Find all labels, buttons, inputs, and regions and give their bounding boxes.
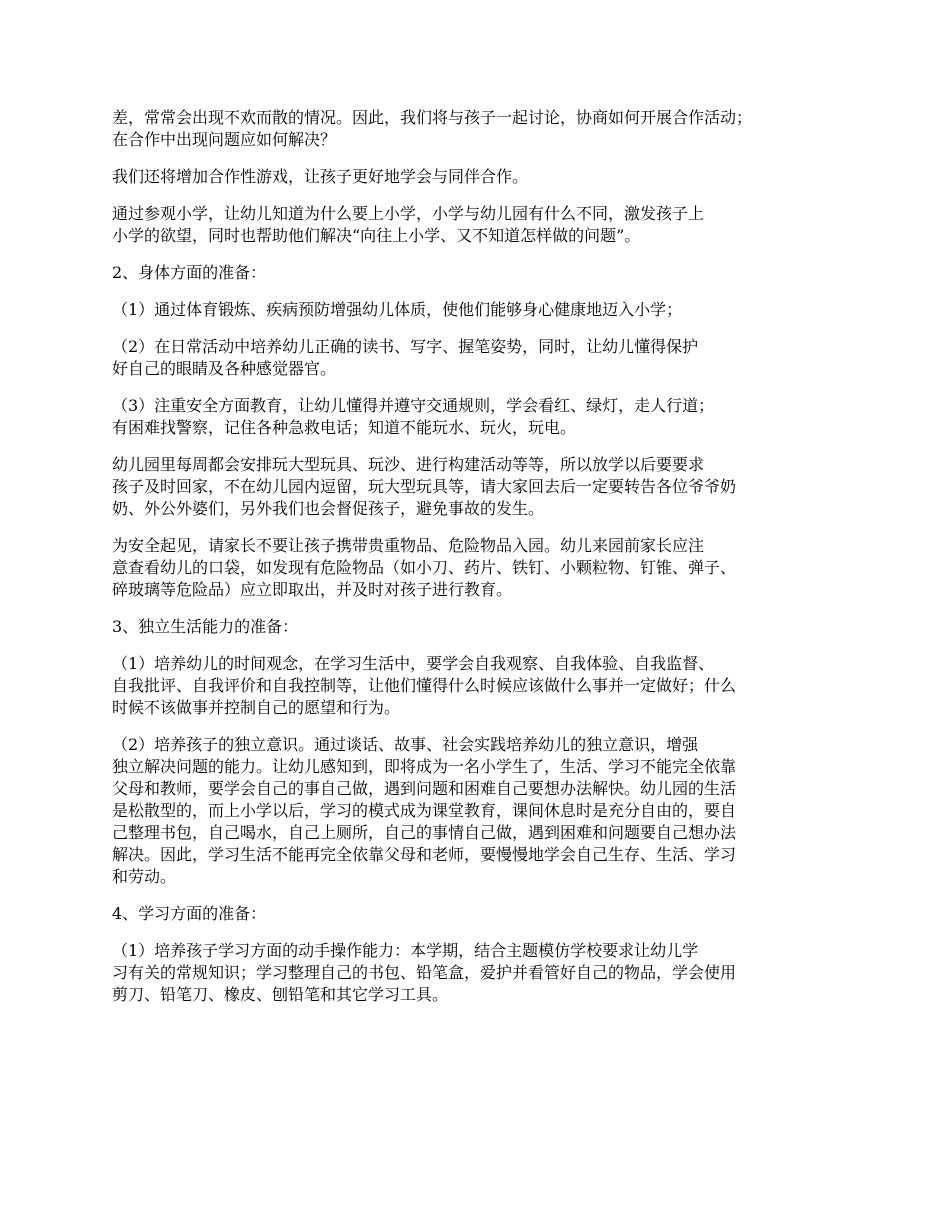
text-line: 自我批评、自我评价和自我控制等，让他们懂得什么时候应该做什么事并一定做好；什么 (112, 676, 737, 695)
text-line: 3、独立生活能力的准备： (112, 617, 299, 636)
text-line: 孩子及时回家，不在幼儿园内逗留，玩大型玩具等，请大家回去后一定要转告各位爷爷奶 (112, 477, 737, 496)
paragraph (112, 336, 842, 380)
paragraph (112, 535, 842, 601)
text-line: 有困难找警察，记住各种急救电话；知道不能玩水、玩火，玩电。 (112, 418, 577, 437)
paragraph (112, 616, 842, 638)
text-line: 我们还将增加合作性游戏，让孩子更好地学会与同伴合作。 (112, 167, 529, 186)
paragraph (112, 940, 842, 1006)
text-line: 在合作中出现问题应如何解决？ (112, 130, 337, 149)
text-line: 碎玻璃等危险品）应立即取出，并及时对孩子进行教育。 (112, 580, 513, 599)
text-line: 意查看幼儿的口袋，如发现有危险物品（如小刀、药片、铁钉、小颗粒物、钉锥、弹子、 (112, 558, 737, 577)
text-line: （1）培养孩子学习方面的动手操作能力：本学期，结合主题模仿学校要求让幼儿学 (112, 941, 699, 960)
text-line: 剪刀、铅笔刀、橡皮、刨铅笔和其它学习工具。 (112, 985, 449, 1004)
text-line: 通过参观小学，让幼儿知道为什么要上小学，小学与幼儿园有什么不同，激发孩子上 (112, 204, 705, 223)
text-line: 好自己的眼睛及各种感觉器官。 (112, 359, 337, 378)
text-line: （3）注重安全方面教育，让幼儿懂得并遵守交通规则，学会看红、绿灯，走人行道； (112, 396, 715, 415)
paragraph (112, 653, 842, 719)
paragraph (112, 262, 842, 284)
text-line: 习有关的常规知识；学习整理自己的书包、铅笔盒，爱护并看管好自己的物品，学会使用 (112, 963, 737, 982)
text-line: 父母和教师，要学会自己的事自己做，遇到问题和困难自己要想办法解快。幼儿园的生活 (112, 779, 737, 798)
text-line: 和劳动。 (112, 867, 177, 886)
paragraph (112, 454, 842, 520)
paragraph (112, 734, 842, 888)
text-line: 己整理书包，自己喝水，自己上厕所，自己的事情自己做，遇到困难和问题要自己想办法 (112, 823, 737, 842)
paragraph (112, 903, 842, 925)
text-line: （1）通过体育锻炼、疾病预防增强幼儿体质，使他们能够身心健康地迈入小学； (112, 300, 683, 319)
text-line: 独立解决问题的能力。让幼儿感知到，即将成为一名小学生了，生活、学习不能完全依靠 (112, 757, 737, 776)
text-line: 2、身体方面的准备： (112, 263, 267, 282)
text-line: 4、学习方面的准备： (112, 904, 267, 923)
paragraph (112, 107, 842, 151)
paragraph (112, 395, 842, 439)
paragraph (112, 299, 842, 321)
text-line: 奶、外公外婆们，另外我们也会督促孩子，避免事故的发生。 (112, 499, 545, 518)
paragraph (112, 203, 842, 247)
text-line: 为安全起见，请家长不要让孩子携带贵重物品、危险物品入园。幼儿来园前家长应注 (112, 536, 705, 555)
text-line: 是松散型的，而上小学以后，学习的模式成为课堂教育，课间休息时是充分自由的，要自 (112, 801, 737, 820)
text-line: 小学的欲望，同时也帮助他们解决“向往上小学、又不知道怎样做的问题”。 (112, 226, 641, 245)
paragraph (112, 166, 842, 188)
text-line: 幼儿园里每周都会安排玩大型玩具、玩沙、进行构建活动等等，所以放学以后要要求 (112, 455, 705, 474)
text-line: （2）在日常活动中培养幼儿正确的读书、写字、握笔姿势，同时，让幼儿懂得保护 (112, 337, 699, 356)
document-page (112, 107, 842, 1021)
text-line: 解决。因此，学习生活不能再完全依靠父母和老师，要慢慢地学会自己生存、生活、学习 (112, 845, 737, 864)
text-line: （1）培养幼儿的时间观念，在学习生活中，要学会自我观察、自我体验、自我监督、 (112, 654, 715, 673)
text-line: 差，常常会出现不欢而散的情况。因此，我们将与孩子一起讨论，协商如何开展合作活动； (112, 108, 753, 127)
text-line: 时候不该做事并控制自己的愿望和行为。 (112, 698, 401, 717)
text-line: （2）培养孩子的独立意识。通过谈话、故事、社会实践培养幼儿的独立意识，增强 (112, 735, 699, 754)
